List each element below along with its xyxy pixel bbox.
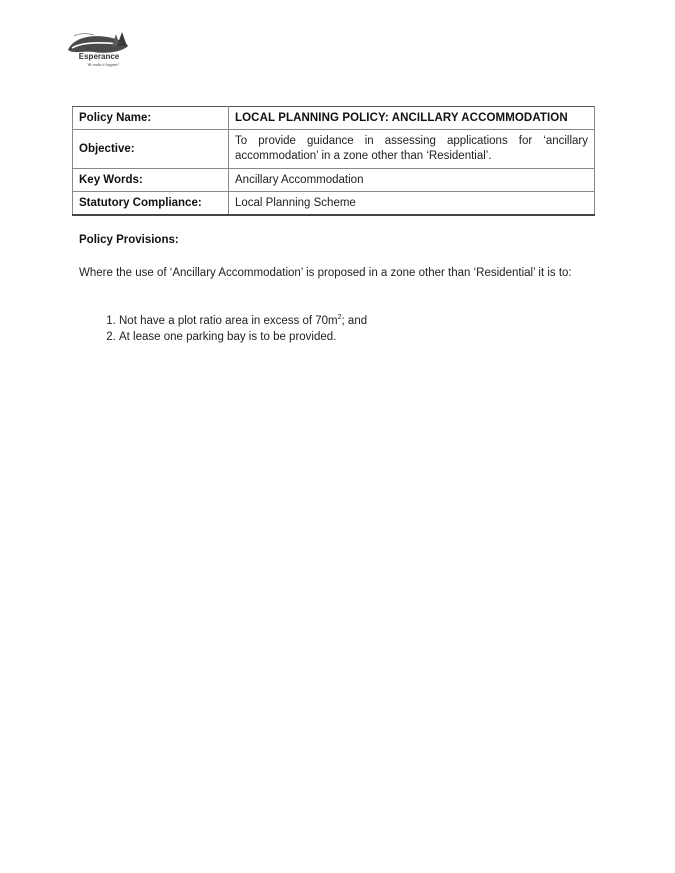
key-words-label: Key Words: bbox=[73, 169, 229, 192]
objective-value: To provide guidance in assessing applications for ‘ancillary accommodation’ in a zone other than ‘Residential’. bbox=[229, 130, 595, 169]
key-words-value: Ancillary Accommodation bbox=[229, 169, 595, 192]
objective-label: Objective: bbox=[73, 130, 229, 169]
statutory-compliance-label: Statutory Compliance: bbox=[73, 192, 229, 216]
logo-tagline: We make it happen! bbox=[87, 62, 119, 67]
table-row bbox=[73, 169, 595, 192]
superscript: 2 bbox=[337, 314, 342, 322]
list-item-text: At lease one parking bay is to be provided. bbox=[119, 331, 337, 343]
shire-of-esperance-logo bbox=[66, 30, 132, 68]
table-row bbox=[73, 130, 595, 169]
policy-details-table bbox=[72, 106, 595, 216]
policy-provisions-heading: Policy Provisions: bbox=[79, 234, 179, 246]
policy-name-value: LOCAL PLANNING POLICY: ANCILLARY ACCOMMODATION bbox=[229, 107, 595, 130]
logo-wordmark: Esperance bbox=[78, 52, 120, 61]
logo-graphic bbox=[66, 30, 132, 68]
statutory-compliance-value: Local Planning Scheme bbox=[229, 192, 595, 216]
table-row bbox=[73, 192, 595, 216]
table-row bbox=[73, 107, 595, 130]
provisions-intro-paragraph: Where the use of ‘Ancillary Accommodation’ is proposed in a zone other than ‘Residential’ it is to: bbox=[79, 267, 572, 279]
policy-name-label: Policy Name: bbox=[73, 107, 229, 130]
list-item bbox=[119, 313, 367, 329]
provisions-list bbox=[79, 313, 367, 345]
list-item bbox=[119, 329, 367, 345]
list-item-text-suffix: ; and bbox=[341, 315, 368, 327]
list-item-text: Not have a plot ratio area in excess of 70m bbox=[119, 315, 338, 327]
